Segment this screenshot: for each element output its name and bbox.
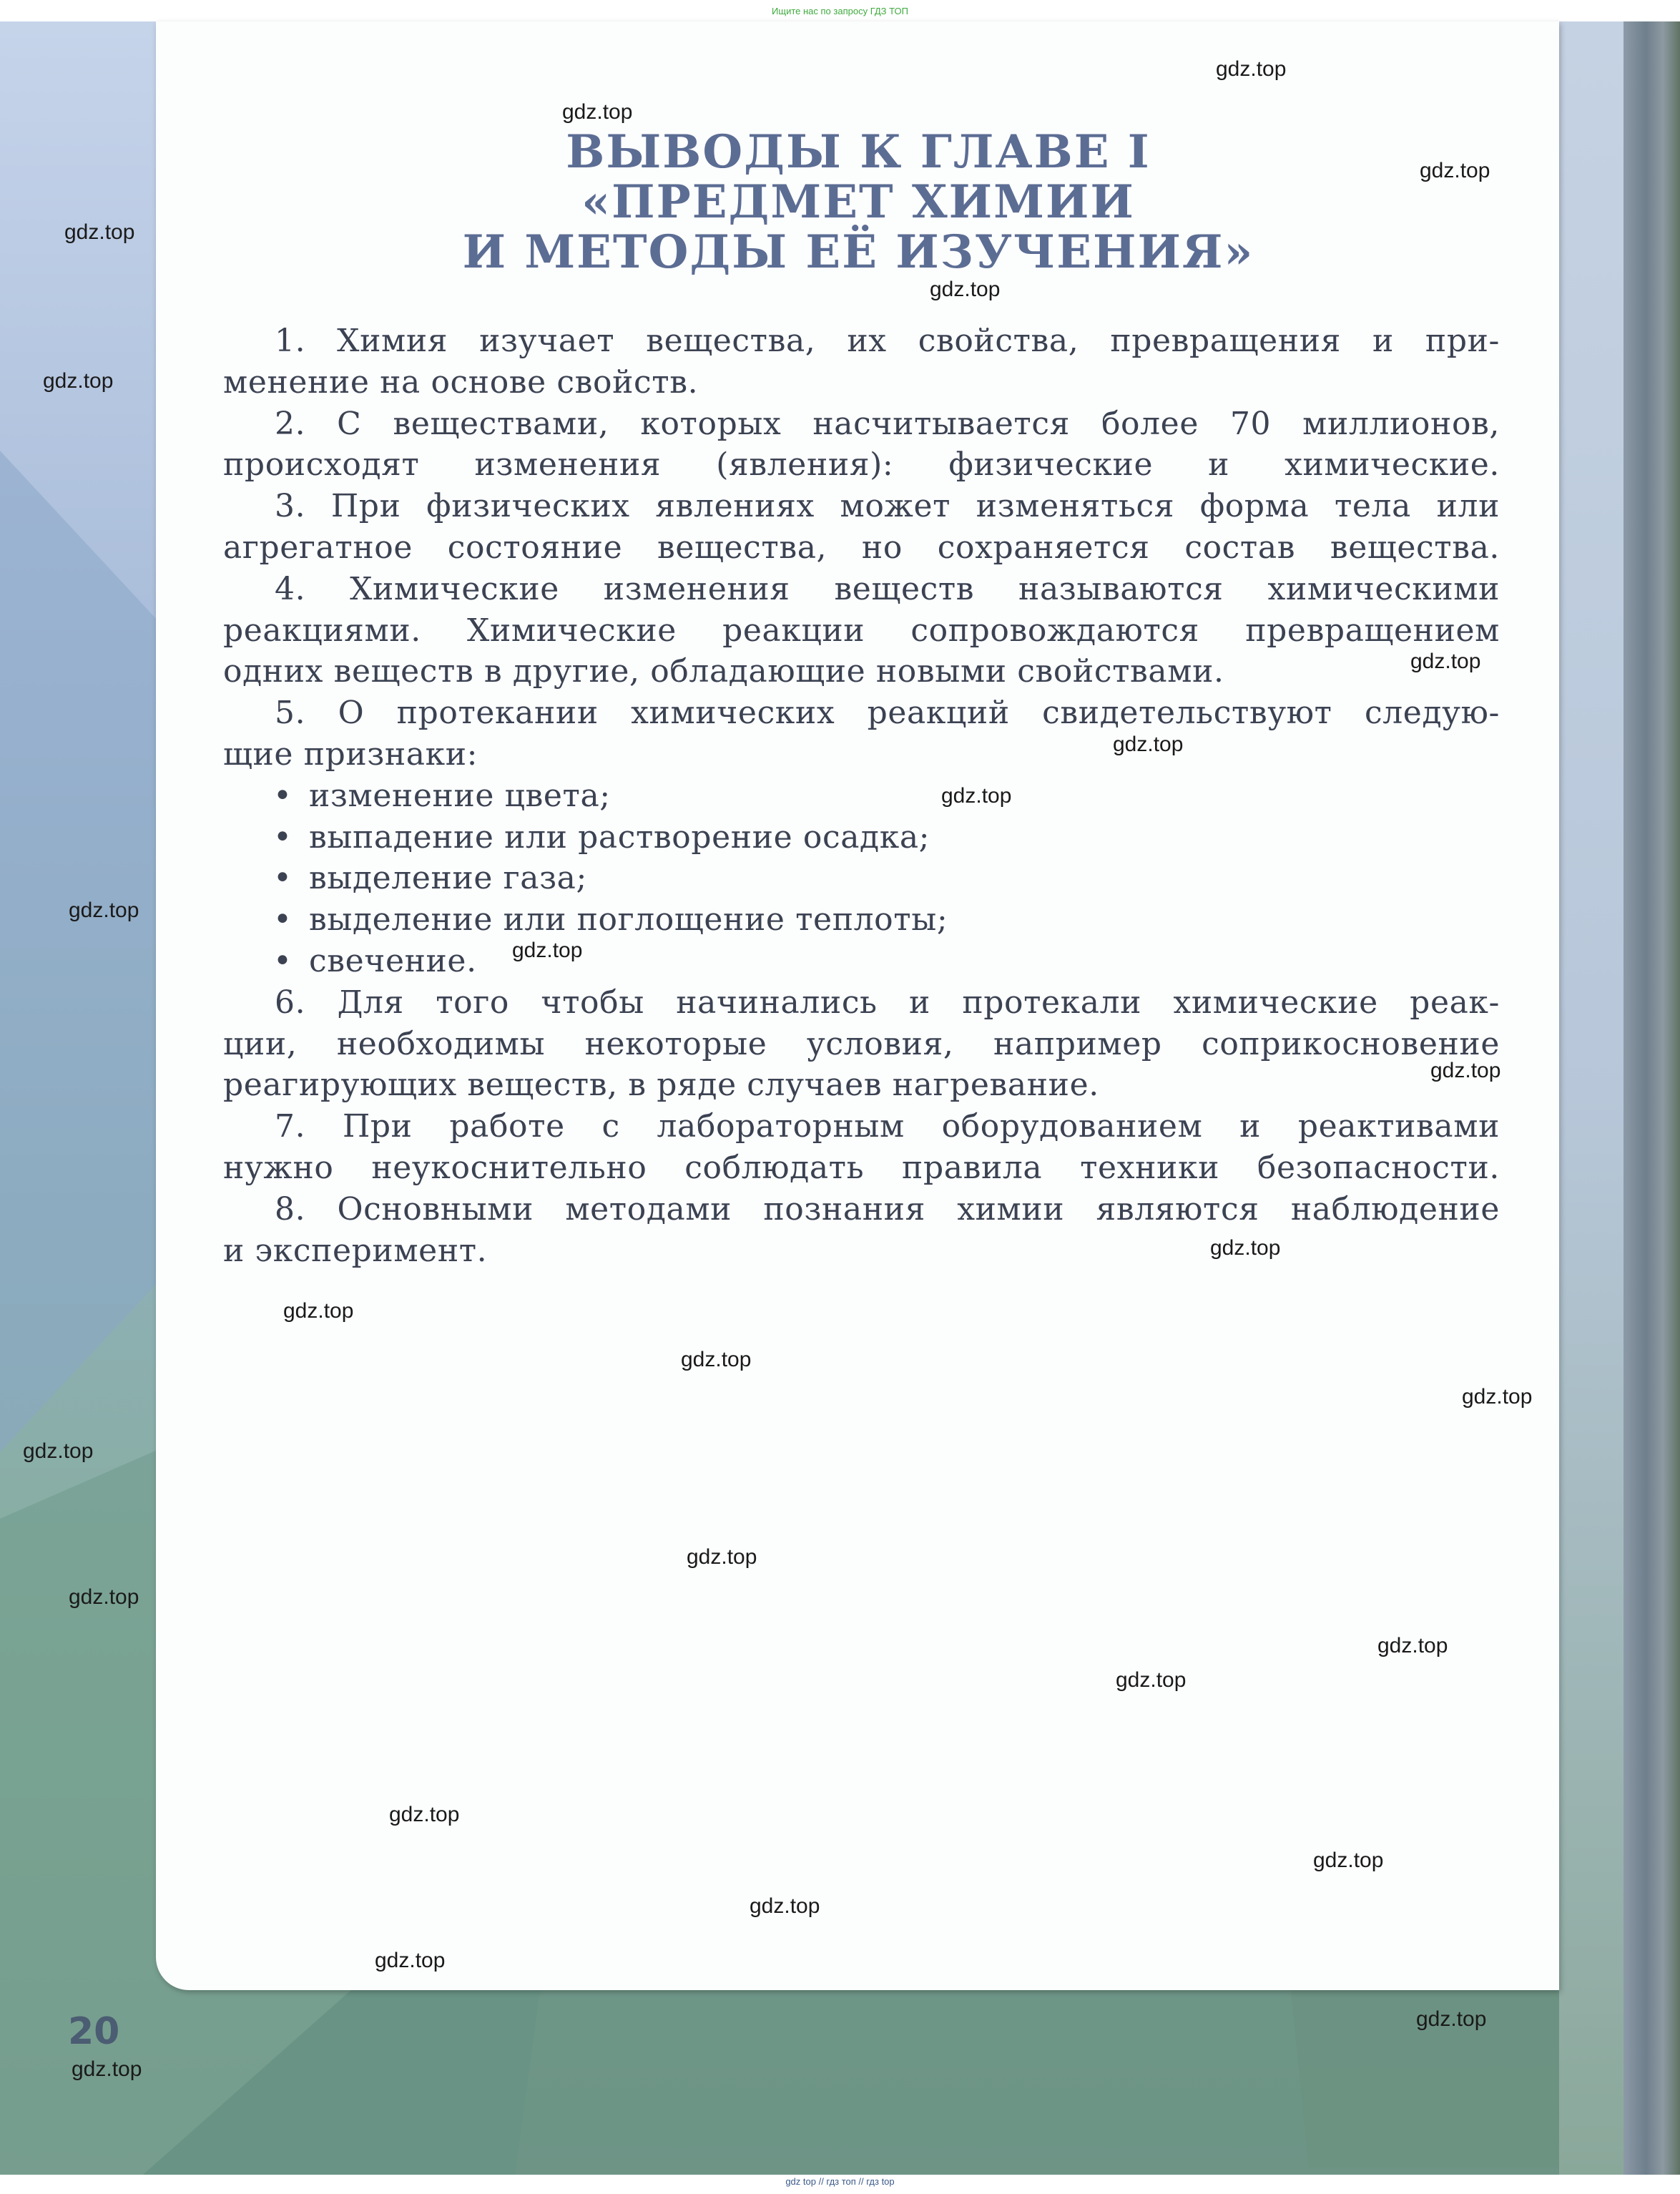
list-item-text: выпадение или растворение осадка; [309, 818, 930, 856]
watermark: gdz.top [375, 1949, 446, 1972]
page-edge-decoration [1623, 21, 1680, 2175]
summary-text [223, 320, 1500, 1271]
list-item [223, 817, 1500, 858]
watermark: gdz.top [1377, 1634, 1448, 1657]
bullet-icon: • [273, 818, 293, 856]
text-line: агрегатное состояние вещества, но сохраняется состав вещества. [223, 529, 1500, 566]
text-line: ции, необходимы некоторые условия, например соприкосновение [223, 1025, 1500, 1062]
watermark: gdz.top [283, 1299, 354, 1323]
text-line: менение на основе свойств. [223, 363, 699, 401]
watermark: gdz.top [69, 1585, 139, 1609]
bullet-icon: • [273, 777, 293, 814]
title-line: «ПРЕДМЕТ ХИМИИ [581, 175, 1135, 229]
watermark: gdz.top [1430, 1059, 1501, 1082]
list-item-text: выделение газа; [309, 860, 587, 897]
watermark: gdz.top [1210, 1236, 1281, 1260]
text-line: 8. Основными методами познания химии являются наблюдение [275, 1190, 1500, 1228]
list-item [223, 899, 1500, 941]
text-line: реагирующих веществ, в ряде случаев нагревание. [223, 1067, 1099, 1104]
text-line: 7. При работе с лабораторным оборудованием и реактивами [275, 1108, 1500, 1145]
watermark: gdz.top [1420, 159, 1490, 182]
list-item-text: изменение цвета; [309, 777, 611, 814]
watermark: gdz.top [1113, 733, 1184, 756]
watermark: gdz.top [389, 1803, 460, 1826]
list-item [223, 858, 1500, 899]
watermark: gdz.top [941, 784, 1012, 808]
page-edge-decoration [1559, 21, 1623, 2175]
list-item [223, 775, 1500, 817]
text-line: 3. При физических явлениях может изменяться форма тела или [275, 488, 1500, 525]
watermark: gdz.top [562, 100, 633, 124]
text-line: одних веществ в другие, обладающие новыми свойствами. [223, 653, 1224, 690]
bullet-icon: • [273, 901, 293, 939]
top-banner: Ищите нас по запросу ГДЗ ТОП [772, 6, 908, 16]
text-line: 2. С веществами, которых насчитывается более 70 миллионов, [275, 405, 1500, 442]
list-item-text: свечение. [309, 942, 477, 979]
list-item-text: выделение или поглощение теплоты; [309, 901, 948, 939]
title-line: ВЫВОДЫ К ГЛАВЕ I [566, 125, 1151, 179]
text-line: 5. О протекании химических реакций свидетельствуют следую- [275, 695, 1500, 732]
text-line: щие признаки: [223, 735, 478, 773]
watermark: gdz.top [1116, 1668, 1187, 1692]
watermark: gdz.top [1313, 1848, 1384, 1872]
watermark: gdz.top [512, 939, 583, 962]
text-line: 1. Химия изучает вещества, их свойства, превращения и при- [275, 323, 1500, 359]
bottom-banner: gdz top // гдз топ // гдз top [785, 2176, 895, 2187]
text-line: происходят изменения (явления): физические и химические. [223, 446, 1500, 484]
text-line: нужно неукоснительно соблюдать правила техники безопасности. [223, 1149, 1500, 1186]
watermark: gdz.top [930, 278, 1001, 301]
title-line: И МЕТОДЫ ЕЁ ИЗУЧЕНИЯ» [462, 225, 1254, 279]
watermark: gdz.top [69, 898, 139, 922]
list-item [223, 941, 1500, 982]
page-number: 20 [68, 2010, 120, 2053]
watermark: gdz.top [687, 1545, 757, 1569]
watermark: gdz.top [72, 2057, 142, 2081]
bullet-icon: • [273, 942, 293, 979]
watermark: gdz.top [43, 369, 114, 393]
watermark: gdz.top [64, 220, 135, 244]
watermark: gdz.top [23, 1439, 94, 1463]
watermark: gdz.top [1462, 1385, 1533, 1409]
chapter-title [429, 127, 1287, 278]
text-line: 6. Для того чтобы начинались и протекали химические реак- [275, 984, 1500, 1021]
watermark: gdz.top [1216, 57, 1287, 81]
text-line: 4. Химические изменения веществ называются химическими [275, 570, 1500, 607]
text-line: реакциями. Химические реакции сопровождаются превращением [223, 612, 1500, 649]
watermark: gdz.top [750, 1894, 820, 1918]
watermark: gdz.top [681, 1348, 752, 1371]
bullet-icon: • [273, 860, 293, 897]
watermark: gdz.top [1416, 2007, 1487, 2031]
text-line: и эксперимент. [223, 1232, 488, 1269]
watermark: gdz.top [1410, 650, 1481, 673]
